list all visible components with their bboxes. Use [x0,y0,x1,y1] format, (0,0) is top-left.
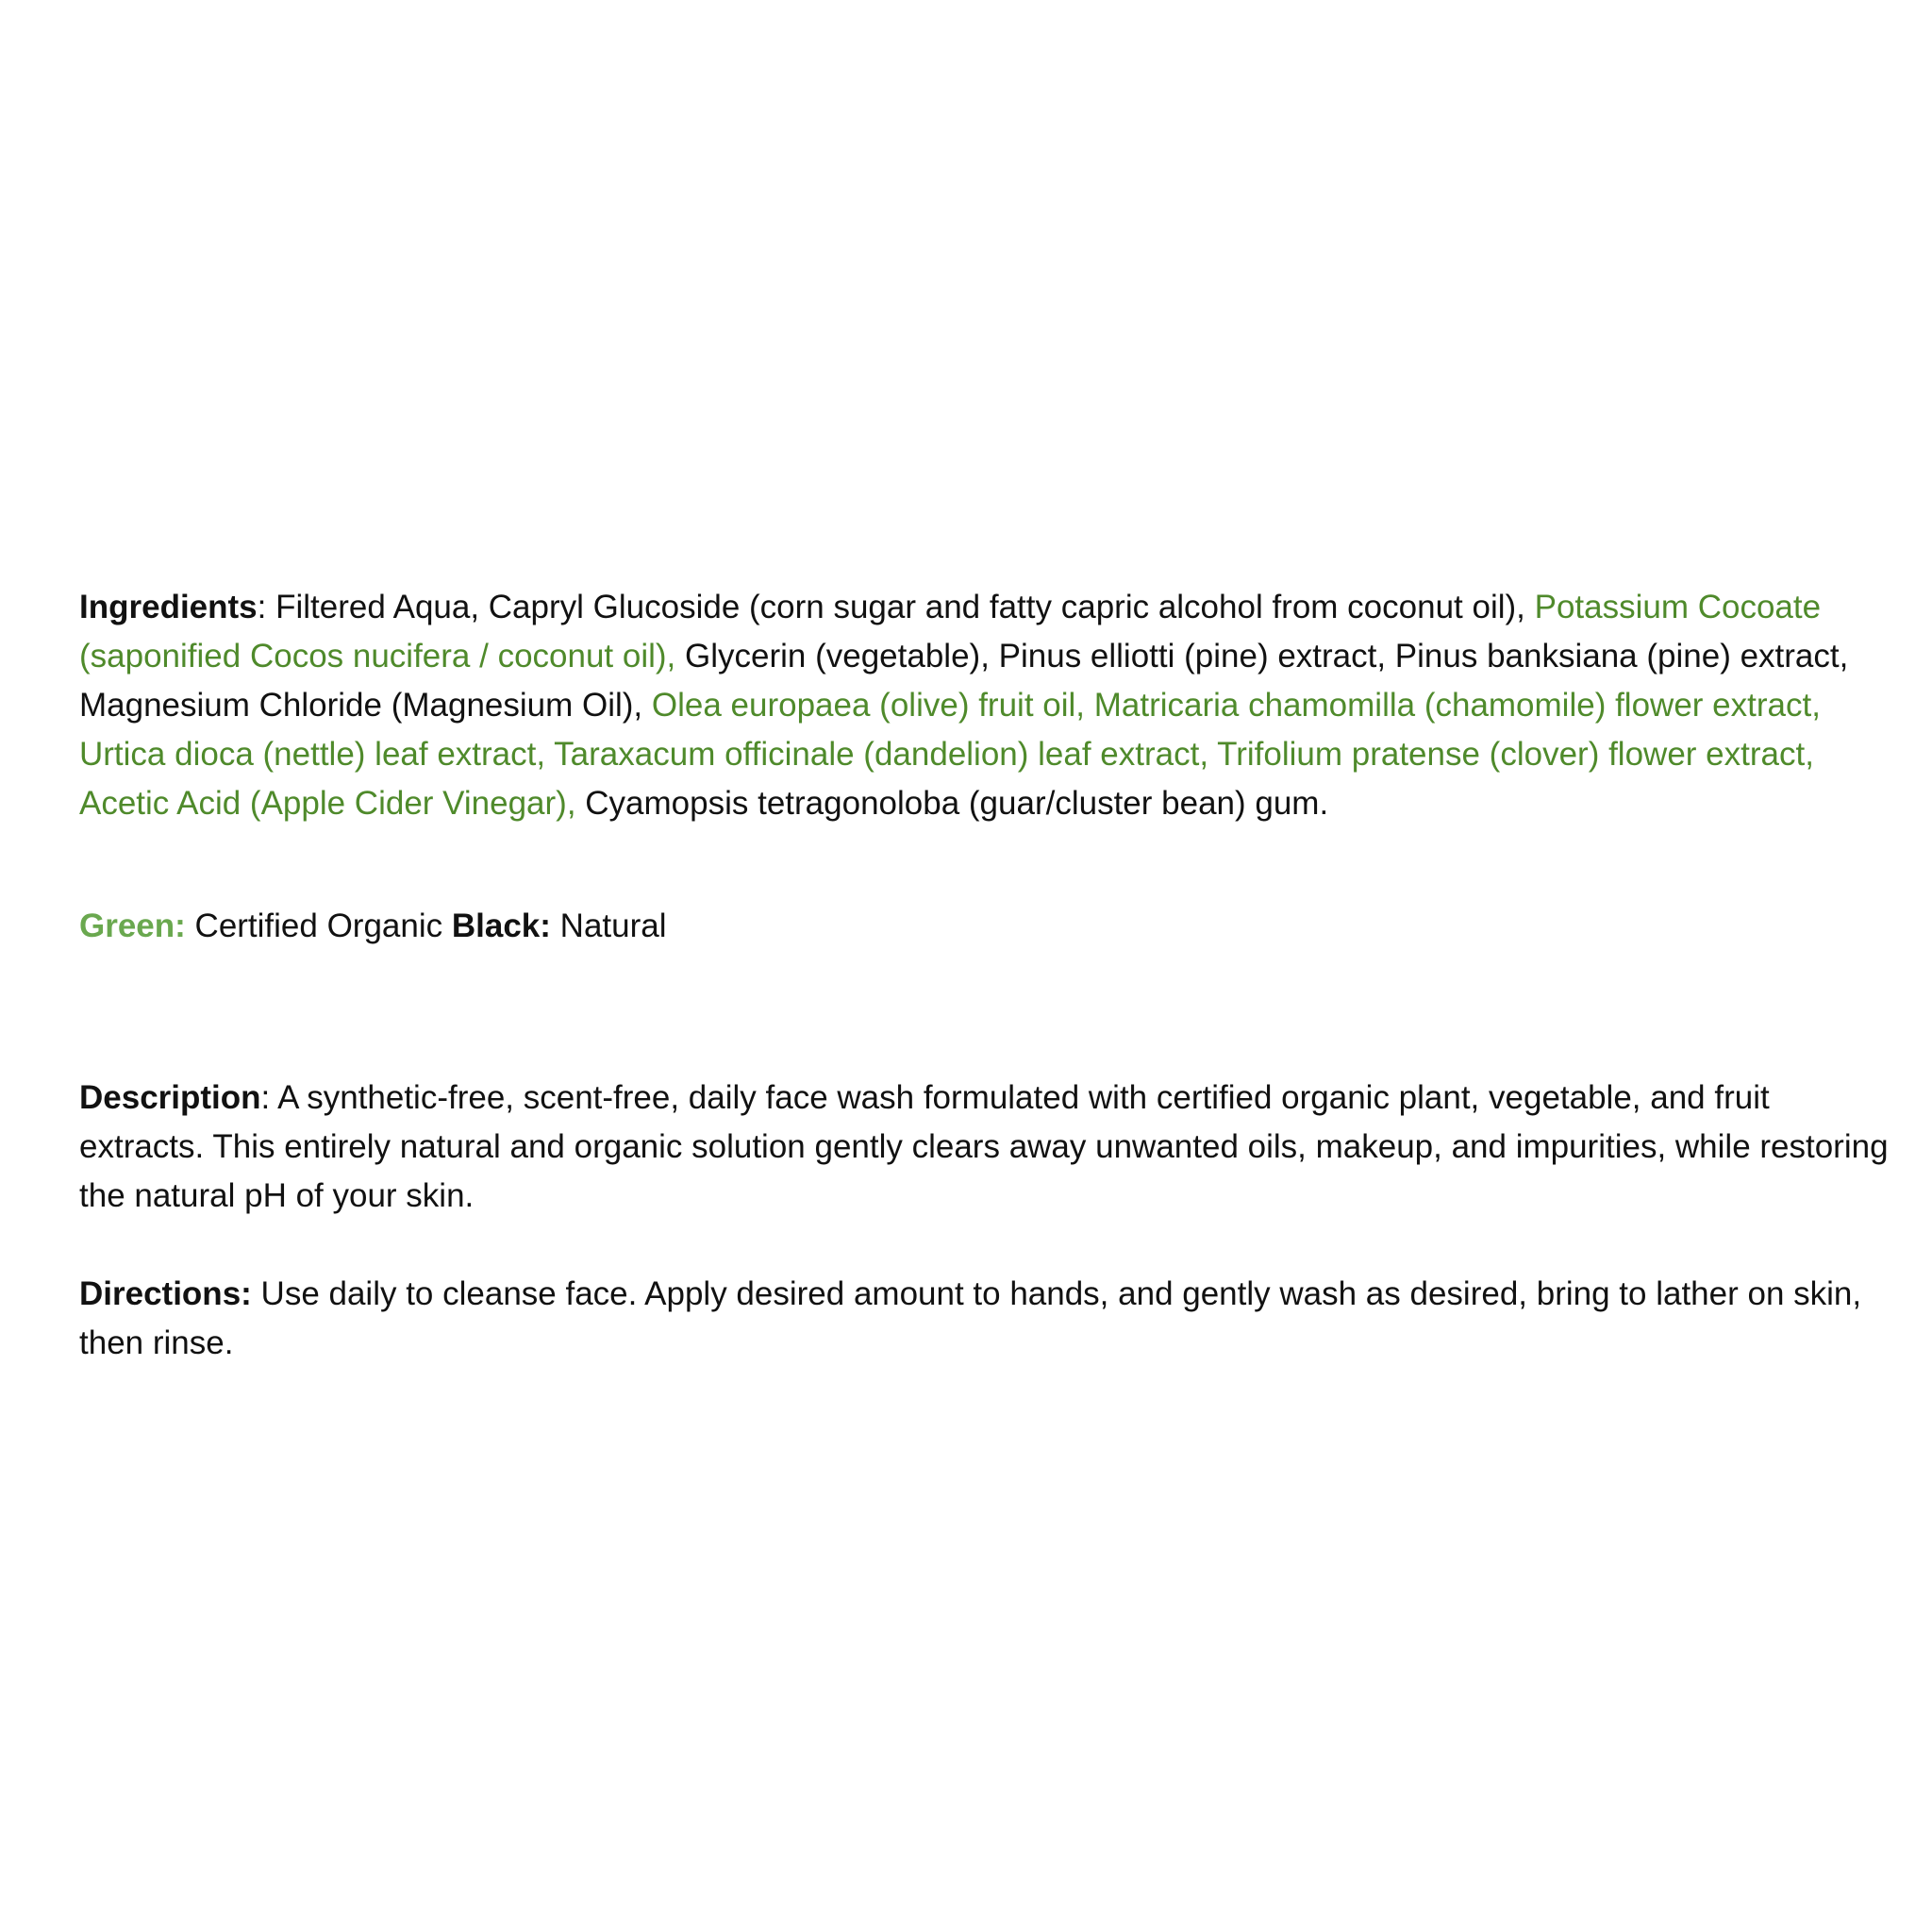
product-info-document [79,583,1902,1368]
ingredient-segment-organic: Olea europaea (olive) fruit oil, Matricaria chamomilla (chamomile) flower extract, Urtica dioca (nettle) leaf extract, Taraxacum officinale (dandelion) leaf extract, Trifolium pratense (clover) flower extract, Acetic Acid (Apple Cider Vinegar), [79,687,1821,822]
description-text: : A synthetic-free, scent-free, daily face wash formulated with certified organic plant, vegetable, and fruit extracts. This entirely natural and organic solution gently clears away unwanted oils, makeup, and impurities, while restoring the natural pH of your skin. [79,1079,1889,1214]
legend-black-meaning: Natural [550,908,667,944]
description-paragraph [79,1074,1902,1221]
legend-green-meaning: Certified Organic [185,908,452,944]
ingredient-segment-natural: Cyamopsis tetragonoloba (guar/cluster bean) gum. [585,785,1329,822]
description-label: Description [79,1079,261,1116]
directions-text: Use daily to cleanse face. Apply desired amount to hands, and gently wash as desired, bring to lather on skin, then rinse. [79,1275,1862,1361]
directions-label: Directions: [79,1275,252,1312]
color-legend [79,902,1902,951]
ingredients-paragraph [79,583,1902,828]
ingredient-segment-natural: Glycerin (vegetable), Pinus elliotti (pine) extract, Pinus banksiana (pine) extract, Magnesium Chloride (Magnesium Oil), [79,638,1849,724]
ingredient-segment-organic: Potassium Cocoate (saponified Cocos nucifera / coconut oil), [79,589,1822,675]
ingredient-segment-natural: Filtered Aqua, Capryl Glucoside (corn sugar and fatty capric alcohol from coconut oil), [275,589,1535,625]
ingredients-separator: : [257,589,276,625]
ingredients-label: Ingredients [79,589,258,625]
legend-green-label: Green: [79,908,186,944]
legend-black-label: Black: [451,908,551,944]
directions-paragraph [79,1270,1902,1368]
